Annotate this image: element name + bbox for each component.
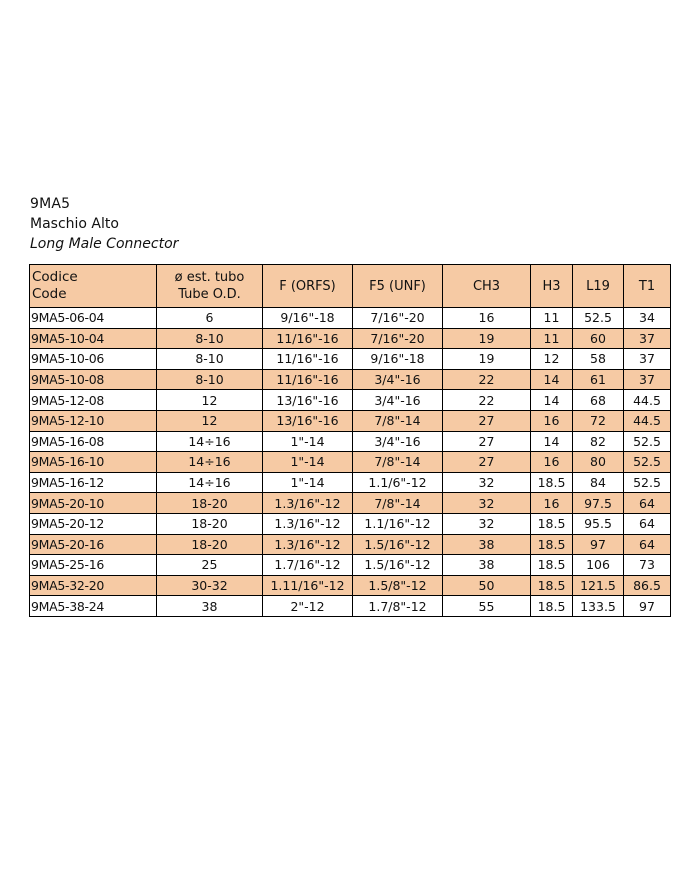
f5-unf-cell: 1.5/8"-12 xyxy=(353,575,443,596)
l19-cell: 72 xyxy=(573,410,624,431)
table-row xyxy=(30,431,671,452)
code-cell: 9MA5-16-10 xyxy=(30,452,157,473)
tube-od-cell: 25 xyxy=(157,555,263,576)
f-orfs-cell: 13/16"-16 xyxy=(263,390,353,411)
code-cell: 9MA5-16-12 xyxy=(30,472,157,493)
table-row xyxy=(30,308,671,329)
column-header-f-orfs: F (ORFS) xyxy=(263,265,353,308)
f-orfs-cell: 11/16"-16 xyxy=(263,328,353,349)
ch3-cell: 32 xyxy=(443,493,531,514)
table-row xyxy=(30,513,671,534)
code-cell: 9MA5-32-20 xyxy=(30,575,157,596)
code-cell: 9MA5-12-08 xyxy=(30,390,157,411)
tube-od-cell: 18-20 xyxy=(157,534,263,555)
t1-cell: 44.5 xyxy=(624,410,671,431)
h3-cell: 11 xyxy=(531,328,573,349)
table-row xyxy=(30,472,671,493)
column-header-code xyxy=(30,265,157,308)
column-header-ch3: CH3 xyxy=(443,265,531,308)
ch3-cell: 32 xyxy=(443,472,531,493)
code-cell: 9MA5-20-10 xyxy=(30,493,157,514)
h3-cell: 18.5 xyxy=(531,534,573,555)
spec-table xyxy=(29,264,671,617)
f-orfs-cell: 13/16"-16 xyxy=(263,410,353,431)
t1-cell: 44.5 xyxy=(624,390,671,411)
column-header-tube-od-line2: Tube O.D. xyxy=(178,287,241,302)
table-row xyxy=(30,575,671,596)
ch3-cell: 38 xyxy=(443,555,531,576)
f5-unf-cell: 1.5/16"-12 xyxy=(353,534,443,555)
table-row xyxy=(30,452,671,473)
table-row xyxy=(30,328,671,349)
l19-cell: 121.5 xyxy=(573,575,624,596)
tube-od-cell: 38 xyxy=(157,596,263,617)
f-orfs-cell: 9/16"-18 xyxy=(263,308,353,329)
f5-unf-cell: 1.7/8"-12 xyxy=(353,596,443,617)
ch3-cell: 19 xyxy=(443,349,531,370)
product-code: 9MA5 xyxy=(30,196,71,212)
code-cell: 9MA5-20-16 xyxy=(30,534,157,555)
t1-cell: 97 xyxy=(624,596,671,617)
column-header-tube-od-line1: ø est. tubo xyxy=(174,270,245,285)
h3-cell: 12 xyxy=(531,349,573,370)
ch3-cell: 27 xyxy=(443,410,531,431)
tube-od-cell: 14÷16 xyxy=(157,452,263,473)
h3-cell: 18.5 xyxy=(531,472,573,493)
t1-cell: 64 xyxy=(624,493,671,514)
h3-cell: 18.5 xyxy=(531,555,573,576)
h3-cell: 14 xyxy=(531,369,573,390)
h3-cell: 14 xyxy=(531,390,573,411)
column-header-code-line1: Codice xyxy=(32,269,78,285)
table-row xyxy=(30,410,671,431)
f-orfs-cell: 11/16"-16 xyxy=(263,349,353,370)
f5-unf-cell: 7/16"-20 xyxy=(353,328,443,349)
f5-unf-cell: 3/4"-16 xyxy=(353,369,443,390)
h3-cell: 18.5 xyxy=(531,596,573,617)
h3-cell: 18.5 xyxy=(531,513,573,534)
f5-unf-cell: 7/16"-20 xyxy=(353,308,443,329)
t1-cell: 37 xyxy=(624,369,671,390)
l19-cell: 60 xyxy=(573,328,624,349)
f-orfs-cell: 1"-14 xyxy=(263,452,353,473)
tube-od-cell: 8-10 xyxy=(157,349,263,370)
f-orfs-cell: 1"-14 xyxy=(263,472,353,493)
tube-od-cell: 14÷16 xyxy=(157,472,263,493)
l19-cell: 80 xyxy=(573,452,624,473)
tube-od-cell: 8-10 xyxy=(157,328,263,349)
h3-cell: 14 xyxy=(531,431,573,452)
table-row xyxy=(30,534,671,555)
h3-cell: 16 xyxy=(531,493,573,514)
tube-od-cell: 8-10 xyxy=(157,369,263,390)
l19-cell: 97 xyxy=(573,534,624,555)
column-header-tube-od xyxy=(157,265,263,308)
tube-od-cell: 18-20 xyxy=(157,493,263,514)
tube-od-cell: 12 xyxy=(157,410,263,431)
f5-unf-cell: 1.1/6"-12 xyxy=(353,472,443,493)
f5-unf-cell: 9/16"-18 xyxy=(353,349,443,370)
t1-cell: 34 xyxy=(624,308,671,329)
f5-unf-cell: 3/4"-16 xyxy=(353,431,443,452)
t1-cell: 37 xyxy=(624,328,671,349)
f5-unf-cell: 7/8"-14 xyxy=(353,410,443,431)
ch3-cell: 16 xyxy=(443,308,531,329)
ch3-cell: 19 xyxy=(443,328,531,349)
f-orfs-cell: 1.3/16"-12 xyxy=(263,534,353,555)
t1-cell: 37 xyxy=(624,349,671,370)
t1-cell: 86.5 xyxy=(624,575,671,596)
column-header-l19: L19 xyxy=(573,265,624,308)
ch3-cell: 27 xyxy=(443,452,531,473)
tube-od-cell: 14÷16 xyxy=(157,431,263,452)
t1-cell: 52.5 xyxy=(624,472,671,493)
table-row xyxy=(30,493,671,514)
l19-cell: 97.5 xyxy=(573,493,624,514)
f5-unf-cell: 7/8"-14 xyxy=(353,493,443,514)
code-cell: 9MA5-25-16 xyxy=(30,555,157,576)
l19-cell: 61 xyxy=(573,369,624,390)
column-header-h3: H3 xyxy=(531,265,573,308)
tube-od-cell: 18-20 xyxy=(157,513,263,534)
table-body xyxy=(30,308,671,617)
code-cell: 9MA5-06-04 xyxy=(30,308,157,329)
ch3-cell: 55 xyxy=(443,596,531,617)
tube-od-cell: 6 xyxy=(157,308,263,329)
h3-cell: 18.5 xyxy=(531,575,573,596)
t1-cell: 64 xyxy=(624,513,671,534)
l19-cell: 52.5 xyxy=(573,308,624,329)
f-orfs-cell: 1"-14 xyxy=(263,431,353,452)
f-orfs-cell: 1.3/16"-12 xyxy=(263,513,353,534)
l19-cell: 106 xyxy=(573,555,624,576)
code-cell: 9MA5-10-04 xyxy=(30,328,157,349)
code-cell: 9MA5-38-24 xyxy=(30,596,157,617)
f5-unf-cell: 3/4"-16 xyxy=(353,390,443,411)
table-row xyxy=(30,555,671,576)
product-title-italian: Maschio Alto xyxy=(30,216,119,232)
product-title-english: Long Male Connector xyxy=(30,236,179,252)
ch3-cell: 32 xyxy=(443,513,531,534)
code-cell: 9MA5-16-08 xyxy=(30,431,157,452)
h3-cell: 16 xyxy=(531,452,573,473)
h3-cell: 11 xyxy=(531,308,573,329)
product-header xyxy=(30,194,178,254)
l19-cell: 95.5 xyxy=(573,513,624,534)
l19-cell: 82 xyxy=(573,431,624,452)
ch3-cell: 27 xyxy=(443,431,531,452)
table-row xyxy=(30,390,671,411)
l19-cell: 68 xyxy=(573,390,624,411)
tube-od-cell: 30-32 xyxy=(157,575,263,596)
f-orfs-cell: 11/16"-16 xyxy=(263,369,353,390)
column-header-t1: T1 xyxy=(624,265,671,308)
tube-od-cell: 12 xyxy=(157,390,263,411)
column-header-f5-unf: F5 (UNF) xyxy=(353,265,443,308)
t1-cell: 52.5 xyxy=(624,431,671,452)
code-cell: 9MA5-20-12 xyxy=(30,513,157,534)
column-header-code-line2: Code xyxy=(32,286,67,302)
table-row xyxy=(30,596,671,617)
ch3-cell: 38 xyxy=(443,534,531,555)
t1-cell: 64 xyxy=(624,534,671,555)
table-row xyxy=(30,349,671,370)
f-orfs-cell: 1.11/16"-12 xyxy=(263,575,353,596)
ch3-cell: 22 xyxy=(443,369,531,390)
code-cell: 9MA5-10-08 xyxy=(30,369,157,390)
f-orfs-cell: 1.3/16"-12 xyxy=(263,493,353,514)
table-row xyxy=(30,369,671,390)
t1-cell: 52.5 xyxy=(624,452,671,473)
code-cell: 9MA5-10-06 xyxy=(30,349,157,370)
table-header-row xyxy=(30,265,671,308)
ch3-cell: 22 xyxy=(443,390,531,411)
f5-unf-cell: 1.1/16"-12 xyxy=(353,513,443,534)
f-orfs-cell: 2"-12 xyxy=(263,596,353,617)
f5-unf-cell: 1.5/16"-12 xyxy=(353,555,443,576)
f5-unf-cell: 7/8"-14 xyxy=(353,452,443,473)
t1-cell: 73 xyxy=(624,555,671,576)
h3-cell: 16 xyxy=(531,410,573,431)
l19-cell: 58 xyxy=(573,349,624,370)
code-cell: 9MA5-12-10 xyxy=(30,410,157,431)
l19-cell: 133.5 xyxy=(573,596,624,617)
f-orfs-cell: 1.7/16"-12 xyxy=(263,555,353,576)
ch3-cell: 50 xyxy=(443,575,531,596)
l19-cell: 84 xyxy=(573,472,624,493)
